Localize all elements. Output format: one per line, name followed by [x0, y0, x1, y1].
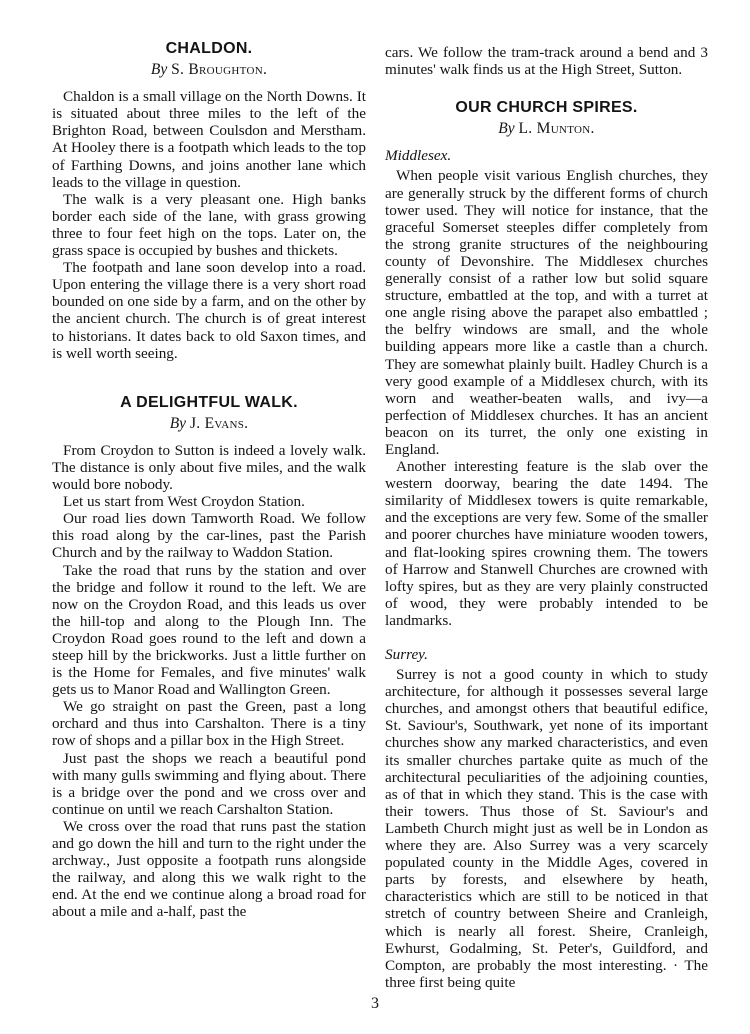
paragraph: When people visit various English churches, they are generally struck by the different forms of church tower used. They will notice for instance, that the graceful Somerset steeples differ completely from the strong granite structures of the neighbouring county of Devonshire. The Middlesex churches generally consist of a rather low but solid square structure, embattled at the top, and with a turret at one angle rising above the parapet also embattled ; the belfry windows are small, and the whole building appears more like a castle than a church. They are somewhat plainly built. Hadley Church is a very good example of a Middlesex church, with its worn and weather-beaten walls, and ivy—a perfection of Middlesex churches. It has an ancient beacon on its turret, the only one existing in England. [385, 167, 708, 458]
paragraph: The walk is a very pleasant one. High banks border each side of the lane, with grass growing three to four feet high on the tops. Later on, the grass space is occupied by bushes and thickets. [52, 190, 366, 260]
byline [52, 415, 366, 432]
section-spacer [385, 629, 708, 646]
paragraph: We cross over the road that runs past the station and go down the hill and turn to the right under the archway., Just opposite a footpath runs alongside the railway, and along this we walk right to the end. At the end we continue along a broad road for about a mile and a-half, past the [52, 817, 366, 921]
left-column [52, 40, 366, 921]
byline-by: By [150, 61, 168, 79]
article-title: OUR CHURCH SPIRES. [455, 99, 638, 117]
paragraph: Another interesting feature is the slab over the western doorway, bearing the date 1494. The similarity of Middlesex towers is quite remarkable, and the exceptions are very few. Some of the smaller and poorer churches have miniature wooden towers, and flat-looking spires crowning them. The towers of Harrow and Stanwell Churches are crowned with lofty spires, but as they are very plainly constructed of wood, they were probably intended to be landmarks. [385, 458, 708, 629]
page-number: 3 [371, 995, 379, 1012]
article-title: A DELIGHTFUL WALK. [120, 393, 298, 411]
paragraph: Our road lies down Tamworth Road. We follow this road along by the car-lines, past the Parish Church and by the railway to Waddon Station. [52, 510, 366, 562]
paragraph: Take the road that runs by the station and over the bridge and follow it round to the left. We are now on the Croydon Road, and this leads us over the hill-top and along to the Plough Inn. The Croydon Road goes round to the left and down a steep hill by the brickworks. Just a little further on is the Home for Females, and five minutes' walk gets us to Manor Road and Wallington Green. [52, 561, 366, 699]
paragraph: We go straight on past the Green, past a long orchard and thus into Carshalton. There is a tiny row of shops and a pillar box in the High Street. [52, 698, 366, 750]
article-delightful-walk [52, 394, 366, 921]
paragraph: Just past the shops we reach a beautiful pond with many gulls swimming and flying about. There is a bridge over the pond and we cross over and continue on until we reach Carshalton Station. [52, 749, 366, 818]
subheading-middlesex: Middlesex. [385, 147, 452, 165]
author-name: S. Broughton. [171, 61, 268, 79]
paragraph: The footpath and lane soon develop into a road. Upon entering the village there is a very short road bounded on one side by a farm, and on the other by the ancient church. The church is of great interest to historians. It dates back to old Saxon times, and is well worth seeing. [52, 259, 366, 362]
article-title: CHALDON. [165, 40, 253, 57]
section-spacer [385, 78, 708, 99]
subheading-surrey: Surrey. [385, 646, 428, 663]
right-column [385, 44, 708, 991]
continued-paragraph: cars. We follow the tram-track around a bend and 3 minutes' walk finds us at the High Street, Sutton. [385, 44, 708, 79]
paragraph: Surrey is not a good county in which to study architecture, for although it possesses several large churches, and amongst others that beautiful edifice, St. Saviour's, Southwark, yet none of its important churches show any marked characteristics, and even its smaller churches partake quite as much of the architectural peculiarities of the adjoining counties, as of that in which they stand. This is the case with their towers. Thus those of St. Saviour's and Lambeth Church might just as well be in London as where they are. Also Surrey was a very scarcely populated county in the Middle Ages, covered in parts by forests, and elsewhere by heath, characteristics which are still to be noticed in that stretch of country between Sheire and Cranleigh, which is nearly all forest. Sheire, Cranleigh, Ewhurst, Godalming, St. Peter's, Guildford, and Compton, are probably the most interesting. · The three first being quite [385, 666, 708, 991]
author-name: J. Evans. [189, 414, 249, 432]
paragraph: From Croydon to Sutton is indeed a lovely walk. The distance is only about five miles, and the walk would bore nobody. [52, 441, 366, 494]
article-chaldon [52, 40, 366, 362]
byline-by: By [498, 120, 515, 138]
byline [52, 61, 366, 78]
byline [385, 120, 708, 137]
section-spacer [52, 362, 366, 394]
article-church-spires [385, 99, 708, 991]
paragraph: Chaldon is a small village on the North Downs. It is situated about three miles to the left of the Brighton Road, between Coulsdon and Merstham. At Hooley there is a footpath which leads to the top of Farthing Downs, and joins another lane which leads to the village in question. [52, 88, 366, 191]
paragraph: Let us start from West Croydon Station. [63, 493, 305, 511]
author-name: L. Munton. [518, 120, 595, 138]
byline-by: By [169, 414, 187, 432]
